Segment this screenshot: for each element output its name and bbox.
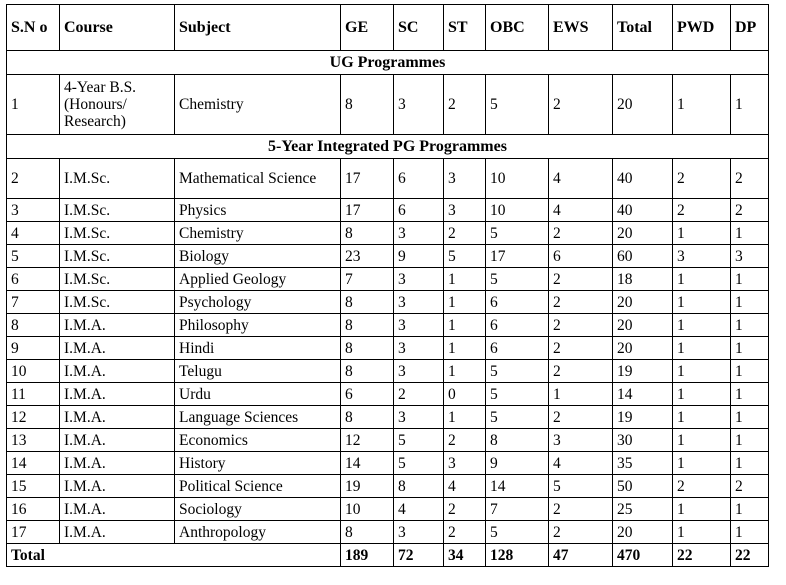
cell-sno: 16 (7, 498, 60, 521)
cell-obc: 7 (486, 498, 549, 521)
cell-st: 1 (444, 337, 486, 360)
cell-sc: 3 (394, 291, 444, 314)
header-ge: GE (341, 5, 394, 51)
cell-subject: Political Science (175, 475, 341, 498)
cell-obc: 5 (486, 383, 549, 406)
cell-total: 35 (613, 452, 673, 475)
cell-ge: 23 (341, 245, 394, 268)
cell-total: 19 (613, 360, 673, 383)
cell-pwd: 1 (673, 314, 731, 337)
cell-sc: 3 (394, 314, 444, 337)
total-obc: 128 (486, 544, 549, 567)
cell-sc: 3 (394, 75, 444, 135)
cell-total: 19 (613, 406, 673, 429)
cell-sc: 3 (394, 337, 444, 360)
cell-sno: 1 (7, 75, 60, 135)
cell-dp: 1 (731, 291, 769, 314)
total-sc: 72 (394, 544, 444, 567)
cell-sno: 8 (7, 314, 60, 337)
cell-ge: 8 (341, 337, 394, 360)
total-pwd: 22 (673, 544, 731, 567)
cell-course: I.M.A. (60, 521, 175, 544)
cell-sno: 9 (7, 337, 60, 360)
cell-pwd: 1 (673, 337, 731, 360)
cell-total: 18 (613, 268, 673, 291)
cell-subject: Chemistry (175, 222, 341, 245)
cell-dp: 2 (731, 159, 769, 199)
cell-sno: 2 (7, 159, 60, 199)
table-row (7, 383, 769, 406)
cell-course: I.M.Sc. (60, 268, 175, 291)
cell-pwd: 1 (673, 268, 731, 291)
table-row (7, 199, 769, 222)
cell-course: I.M.A. (60, 498, 175, 521)
cell-st: 1 (444, 291, 486, 314)
cell-subject: Language Sciences (175, 406, 341, 429)
cell-course: I.M.Sc. (60, 291, 175, 314)
seat-matrix-table (6, 4, 769, 567)
cell-dp: 1 (731, 75, 769, 135)
cell-total: 20 (613, 75, 673, 135)
header-ews: EWS (549, 5, 613, 51)
table-body (7, 5, 769, 567)
cell-ge: 8 (341, 222, 394, 245)
header-sc: SC (394, 5, 444, 51)
cell-total: 40 (613, 159, 673, 199)
total-dp: 22 (731, 544, 769, 567)
cell-total: 20 (613, 222, 673, 245)
cell-sc: 8 (394, 475, 444, 498)
cell-total: 30 (613, 429, 673, 452)
cell-ge: 17 (341, 159, 394, 199)
cell-pwd: 1 (673, 360, 731, 383)
cell-st: 1 (444, 314, 486, 337)
cell-dp: 1 (731, 360, 769, 383)
cell-subject: Applied Geology (175, 268, 341, 291)
cell-total: 20 (613, 314, 673, 337)
cell-obc: 17 (486, 245, 549, 268)
table-row (7, 360, 769, 383)
cell-dp: 1 (731, 222, 769, 245)
cell-sc: 5 (394, 452, 444, 475)
cell-subject: Economics (175, 429, 341, 452)
total-st: 34 (444, 544, 486, 567)
cell-ews: 2 (549, 360, 613, 383)
cell-ews: 2 (549, 75, 613, 135)
cell-ews: 2 (549, 337, 613, 360)
cell-course: I.M.Sc. (60, 159, 175, 199)
section-row-pg (7, 135, 769, 159)
cell-ge: 7 (341, 268, 394, 291)
cell-ews: 6 (549, 245, 613, 268)
cell-pwd: 2 (673, 199, 731, 222)
cell-pwd: 3 (673, 245, 731, 268)
cell-sc: 2 (394, 383, 444, 406)
cell-course: I.M.A. (60, 475, 175, 498)
cell-sc: 5 (394, 429, 444, 452)
cell-pwd: 2 (673, 475, 731, 498)
table-row (7, 452, 769, 475)
cell-sc: 9 (394, 245, 444, 268)
table-row (7, 498, 769, 521)
cell-pwd: 1 (673, 75, 731, 135)
header-course: Course (60, 5, 175, 51)
cell-sc: 3 (394, 406, 444, 429)
cell-pwd: 1 (673, 222, 731, 245)
cell-obc: 8 (486, 429, 549, 452)
cell-ews: 5 (549, 475, 613, 498)
cell-sno: 5 (7, 245, 60, 268)
cell-course: I.M.Sc. (60, 222, 175, 245)
cell-ge: 8 (341, 314, 394, 337)
cell-pwd: 1 (673, 452, 731, 475)
cell-course: I.M.Sc. (60, 199, 175, 222)
header-dp: DP (731, 5, 769, 51)
cell-ews: 2 (549, 291, 613, 314)
cell-sc: 3 (394, 521, 444, 544)
cell-ge: 17 (341, 199, 394, 222)
header-sno: S.N o (7, 5, 60, 51)
cell-st: 2 (444, 498, 486, 521)
cell-course: I.M.A. (60, 429, 175, 452)
cell-subject: Biology (175, 245, 341, 268)
cell-obc: 5 (486, 521, 549, 544)
section-title-pg: 5-Year Integrated PG Programmes (7, 135, 769, 159)
cell-ge: 12 (341, 429, 394, 452)
cell-subject: Urdu (175, 383, 341, 406)
cell-subject: Philosophy (175, 314, 341, 337)
cell-total: 14 (613, 383, 673, 406)
table-row (7, 429, 769, 452)
table-row (7, 521, 769, 544)
cell-ews: 3 (549, 429, 613, 452)
cell-sno: 6 (7, 268, 60, 291)
cell-pwd: 1 (673, 498, 731, 521)
cell-ews: 1 (549, 383, 613, 406)
table-row (7, 75, 769, 135)
cell-sc: 6 (394, 159, 444, 199)
cell-ge: 8 (341, 360, 394, 383)
table-row (7, 222, 769, 245)
cell-st: 1 (444, 360, 486, 383)
cell-sno: 14 (7, 452, 60, 475)
cell-obc: 5 (486, 360, 549, 383)
cell-total: 50 (613, 475, 673, 498)
cell-total: 20 (613, 291, 673, 314)
cell-sc: 3 (394, 360, 444, 383)
total-label: Total (7, 544, 341, 567)
cell-ge: 6 (341, 383, 394, 406)
cell-subject: Mathematical Science (175, 159, 341, 199)
cell-dp: 2 (731, 199, 769, 222)
cell-st: 2 (444, 75, 486, 135)
header-st: ST (444, 5, 486, 51)
cell-ge: 14 (341, 452, 394, 475)
cell-st: 3 (444, 452, 486, 475)
cell-dp: 1 (731, 337, 769, 360)
table-row (7, 475, 769, 498)
cell-ews: 2 (549, 268, 613, 291)
cell-ews: 2 (549, 222, 613, 245)
table-row (7, 314, 769, 337)
table-row (7, 268, 769, 291)
section-title-ug: UG Programmes (7, 51, 769, 75)
cell-obc: 5 (486, 75, 549, 135)
cell-subject: Chemistry (175, 75, 341, 135)
cell-sc: 3 (394, 222, 444, 245)
cell-sno: 15 (7, 475, 60, 498)
cell-sc: 4 (394, 498, 444, 521)
cell-st: 3 (444, 159, 486, 199)
cell-pwd: 1 (673, 291, 731, 314)
cell-obc: 14 (486, 475, 549, 498)
header-subject: Subject (175, 5, 341, 51)
cell-subject: History (175, 452, 341, 475)
header-total: Total (613, 5, 673, 51)
cell-course: 4-Year B.S. (Honours/ Research) (60, 75, 175, 135)
cell-total: 60 (613, 245, 673, 268)
cell-course: I.M.A. (60, 360, 175, 383)
cell-st: 3 (444, 199, 486, 222)
cell-sno: 3 (7, 199, 60, 222)
cell-ews: 4 (549, 159, 613, 199)
cell-sc: 3 (394, 268, 444, 291)
cell-obc: 5 (486, 222, 549, 245)
cell-pwd: 2 (673, 159, 731, 199)
cell-obc: 6 (486, 291, 549, 314)
cell-dp: 1 (731, 452, 769, 475)
cell-course: I.M.A. (60, 406, 175, 429)
cell-course: I.M.A. (60, 314, 175, 337)
cell-ge: 8 (341, 406, 394, 429)
table-row (7, 291, 769, 314)
cell-st: 4 (444, 475, 486, 498)
cell-subject: Psychology (175, 291, 341, 314)
cell-obc: 10 (486, 199, 549, 222)
cell-subject: Hindi (175, 337, 341, 360)
cell-st: 2 (444, 222, 486, 245)
cell-ews: 2 (549, 314, 613, 337)
cell-obc: 9 (486, 452, 549, 475)
table-row (7, 337, 769, 360)
cell-ews: 2 (549, 521, 613, 544)
cell-ge: 8 (341, 75, 394, 135)
cell-sno: 10 (7, 360, 60, 383)
cell-dp: 1 (731, 314, 769, 337)
cell-sno: 13 (7, 429, 60, 452)
cell-ge: 8 (341, 521, 394, 544)
cell-total: 25 (613, 498, 673, 521)
cell-pwd: 1 (673, 406, 731, 429)
cell-total: 40 (613, 199, 673, 222)
cell-course: I.M.A. (60, 337, 175, 360)
cell-st: 2 (444, 521, 486, 544)
cell-dp: 1 (731, 383, 769, 406)
cell-obc: 6 (486, 314, 549, 337)
cell-pwd: 1 (673, 521, 731, 544)
total-row (7, 544, 769, 567)
cell-st: 1 (444, 406, 486, 429)
total-ews: 47 (549, 544, 613, 567)
cell-course: I.M.A. (60, 383, 175, 406)
cell-sc: 6 (394, 199, 444, 222)
cell-dp: 1 (731, 498, 769, 521)
header-pwd: PWD (673, 5, 731, 51)
cell-st: 2 (444, 429, 486, 452)
cell-pwd: 1 (673, 383, 731, 406)
cell-dp: 1 (731, 521, 769, 544)
cell-ews: 2 (549, 498, 613, 521)
header-row (7, 5, 769, 51)
table-row (7, 159, 769, 199)
cell-sno: 12 (7, 406, 60, 429)
cell-obc: 5 (486, 268, 549, 291)
cell-total: 20 (613, 521, 673, 544)
cell-obc: 10 (486, 159, 549, 199)
cell-st: 5 (444, 245, 486, 268)
cell-obc: 5 (486, 406, 549, 429)
cell-total: 20 (613, 337, 673, 360)
table-row (7, 245, 769, 268)
cell-dp: 1 (731, 268, 769, 291)
cell-subject: Sociology (175, 498, 341, 521)
cell-ge: 19 (341, 475, 394, 498)
cell-dp: 1 (731, 406, 769, 429)
cell-st: 1 (444, 268, 486, 291)
cell-sno: 4 (7, 222, 60, 245)
cell-subject: Anthropology (175, 521, 341, 544)
cell-course: I.M.A. (60, 452, 175, 475)
cell-ews: 4 (549, 452, 613, 475)
cell-subject: Telugu (175, 360, 341, 383)
table-row (7, 406, 769, 429)
cell-obc: 6 (486, 337, 549, 360)
cell-sno: 17 (7, 521, 60, 544)
cell-dp: 3 (731, 245, 769, 268)
cell-st: 0 (444, 383, 486, 406)
cell-pwd: 1 (673, 429, 731, 452)
cell-ews: 2 (549, 406, 613, 429)
cell-ge: 8 (341, 291, 394, 314)
cell-sno: 7 (7, 291, 60, 314)
cell-ews: 4 (549, 199, 613, 222)
section-row-ug (7, 51, 769, 75)
cell-dp: 1 (731, 429, 769, 452)
total-total: 470 (613, 544, 673, 567)
cell-subject: Physics (175, 199, 341, 222)
cell-course: I.M.Sc. (60, 245, 175, 268)
cell-dp: 2 (731, 475, 769, 498)
cell-ge: 10 (341, 498, 394, 521)
total-ge: 189 (341, 544, 394, 567)
cell-sno: 11 (7, 383, 60, 406)
header-obc: OBC (486, 5, 549, 51)
